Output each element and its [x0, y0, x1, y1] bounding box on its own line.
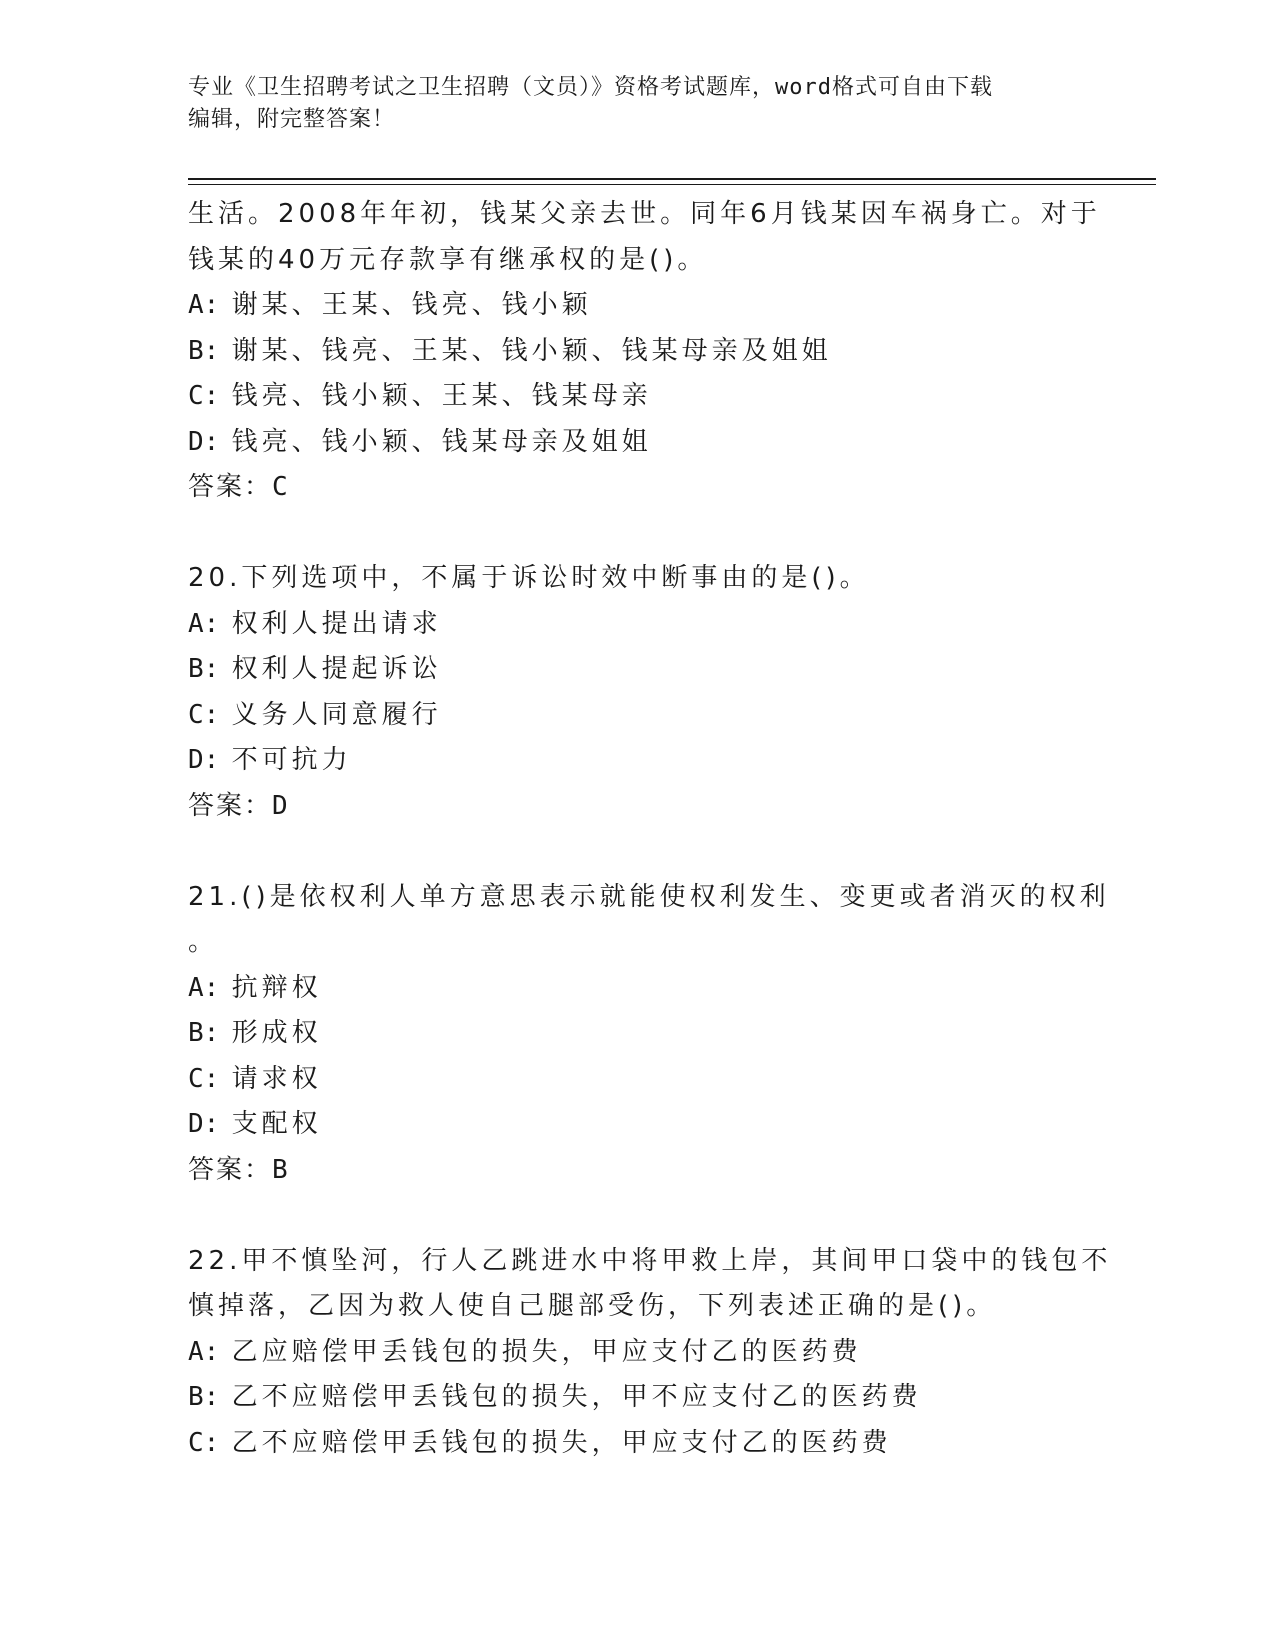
option-text: 抗辩权 [231, 972, 322, 1003]
option-d [188, 738, 1088, 784]
option-c [188, 1057, 1088, 1103]
option-label: C: [188, 1427, 220, 1458]
option-text: 权利人提出请求 [231, 608, 442, 639]
option-label: B: [188, 1382, 220, 1412]
document-header [188, 72, 1088, 136]
option-label: C: [188, 381, 220, 411]
question-text-line: 。 [188, 927, 219, 957]
question-text-line: 慎掉落，乙因为救人使自己腿部受伤，下列表述正确的是()。 [188, 1291, 997, 1321]
answer-value: C [272, 472, 288, 502]
answer-line [188, 784, 1088, 830]
answer-label: 答案： [188, 472, 273, 502]
question-19-continuation [188, 192, 1101, 511]
option-text: 钱亮、钱小颖、王某、钱某母亲 [231, 381, 652, 411]
header-rule-top [188, 178, 1156, 180]
option-text: 义务人同意履行 [231, 699, 442, 730]
answer-label: 答案： [188, 790, 273, 821]
option-label: A: [188, 1336, 220, 1367]
spacer [188, 1193, 1088, 1239]
answer-value: D [272, 790, 288, 821]
question-text-line: 钱某的40万元存款享有继承权的是()。 [188, 244, 708, 275]
answer-line [188, 465, 1088, 511]
option-text: 权利人提起诉讼 [231, 654, 442, 684]
header-line-2: 编辑，附完整答案！ [188, 107, 396, 132]
option-label: A: [188, 608, 220, 639]
option-a [188, 1330, 1088, 1376]
option-text: 不可抗力 [231, 745, 352, 775]
question-22 [188, 1239, 1112, 1467]
option-label: B: [188, 1018, 220, 1048]
option-label: D: [188, 1109, 220, 1139]
answer-line [188, 1148, 1088, 1194]
option-a [188, 966, 1088, 1012]
option-label: C: [188, 1063, 220, 1094]
question-text-line: 20.下列选项中，不属于诉讼时效中断事由的是()。 [188, 563, 870, 593]
question-20 [188, 556, 1088, 829]
option-text: 乙不应赔偿甲丢钱包的损失，甲应支付乙的医药费 [231, 1427, 892, 1458]
option-label: A: [188, 972, 220, 1003]
option-text: 形成权 [231, 1018, 322, 1048]
option-label: D: [188, 745, 220, 775]
option-label: A: [188, 290, 220, 320]
option-label: C: [188, 699, 220, 730]
option-c [188, 374, 1088, 420]
option-b [188, 1011, 1088, 1057]
option-text: 乙应赔偿甲丢钱包的损失，甲应支付乙的医药费 [231, 1336, 862, 1367]
question-text-line: 22.甲不慎坠河，行人乙跳进水中将甲救上岸，其间甲口袋中的钱包不 [188, 1245, 1112, 1276]
option-label: D: [188, 426, 220, 457]
option-d [188, 420, 1088, 466]
spacer [188, 829, 1088, 875]
option-label: B: [188, 335, 220, 366]
option-text: 乙不应赔偿甲丢钱包的损失，甲不应支付乙的医药费 [231, 1382, 922, 1412]
option-c [188, 1421, 1088, 1467]
question-content [188, 192, 1112, 1466]
option-b [188, 329, 1088, 375]
question-text-line: 21.()是依权利人单方意思表示就能使权利发生、变更或者消灭的权利 [188, 881, 1110, 912]
option-b [188, 1375, 1088, 1421]
option-d [188, 1102, 1088, 1148]
option-text: 钱亮、钱小颖、钱某母亲及姐姐 [231, 426, 652, 457]
question-21 [188, 875, 1110, 1194]
spacer [188, 511, 1088, 557]
option-label: B: [188, 654, 220, 684]
option-c [188, 693, 1088, 739]
header-line-1: 专业《卫生招聘考试之卫生招聘（文员）》资格考试题库，word格式可自由下载 [188, 75, 993, 100]
option-b [188, 647, 1088, 693]
option-text: 支配权 [231, 1109, 322, 1139]
option-text: 谢某、王某、钱亮、钱小颖 [231, 290, 592, 320]
option-text: 请求权 [231, 1063, 322, 1094]
header-rule-bottom [188, 184, 1156, 185]
answer-label: 答案： [188, 1154, 273, 1185]
answer-value: B [272, 1154, 288, 1185]
option-a [188, 602, 1088, 648]
question-text-line: 生活。2008年年初，钱某父亲去世。同年6月钱某因车祸身亡。对于 [188, 199, 1101, 229]
option-a [188, 283, 1088, 329]
option-text: 谢某、钱亮、王某、钱小颖、钱某母亲及姐姐 [231, 335, 832, 366]
